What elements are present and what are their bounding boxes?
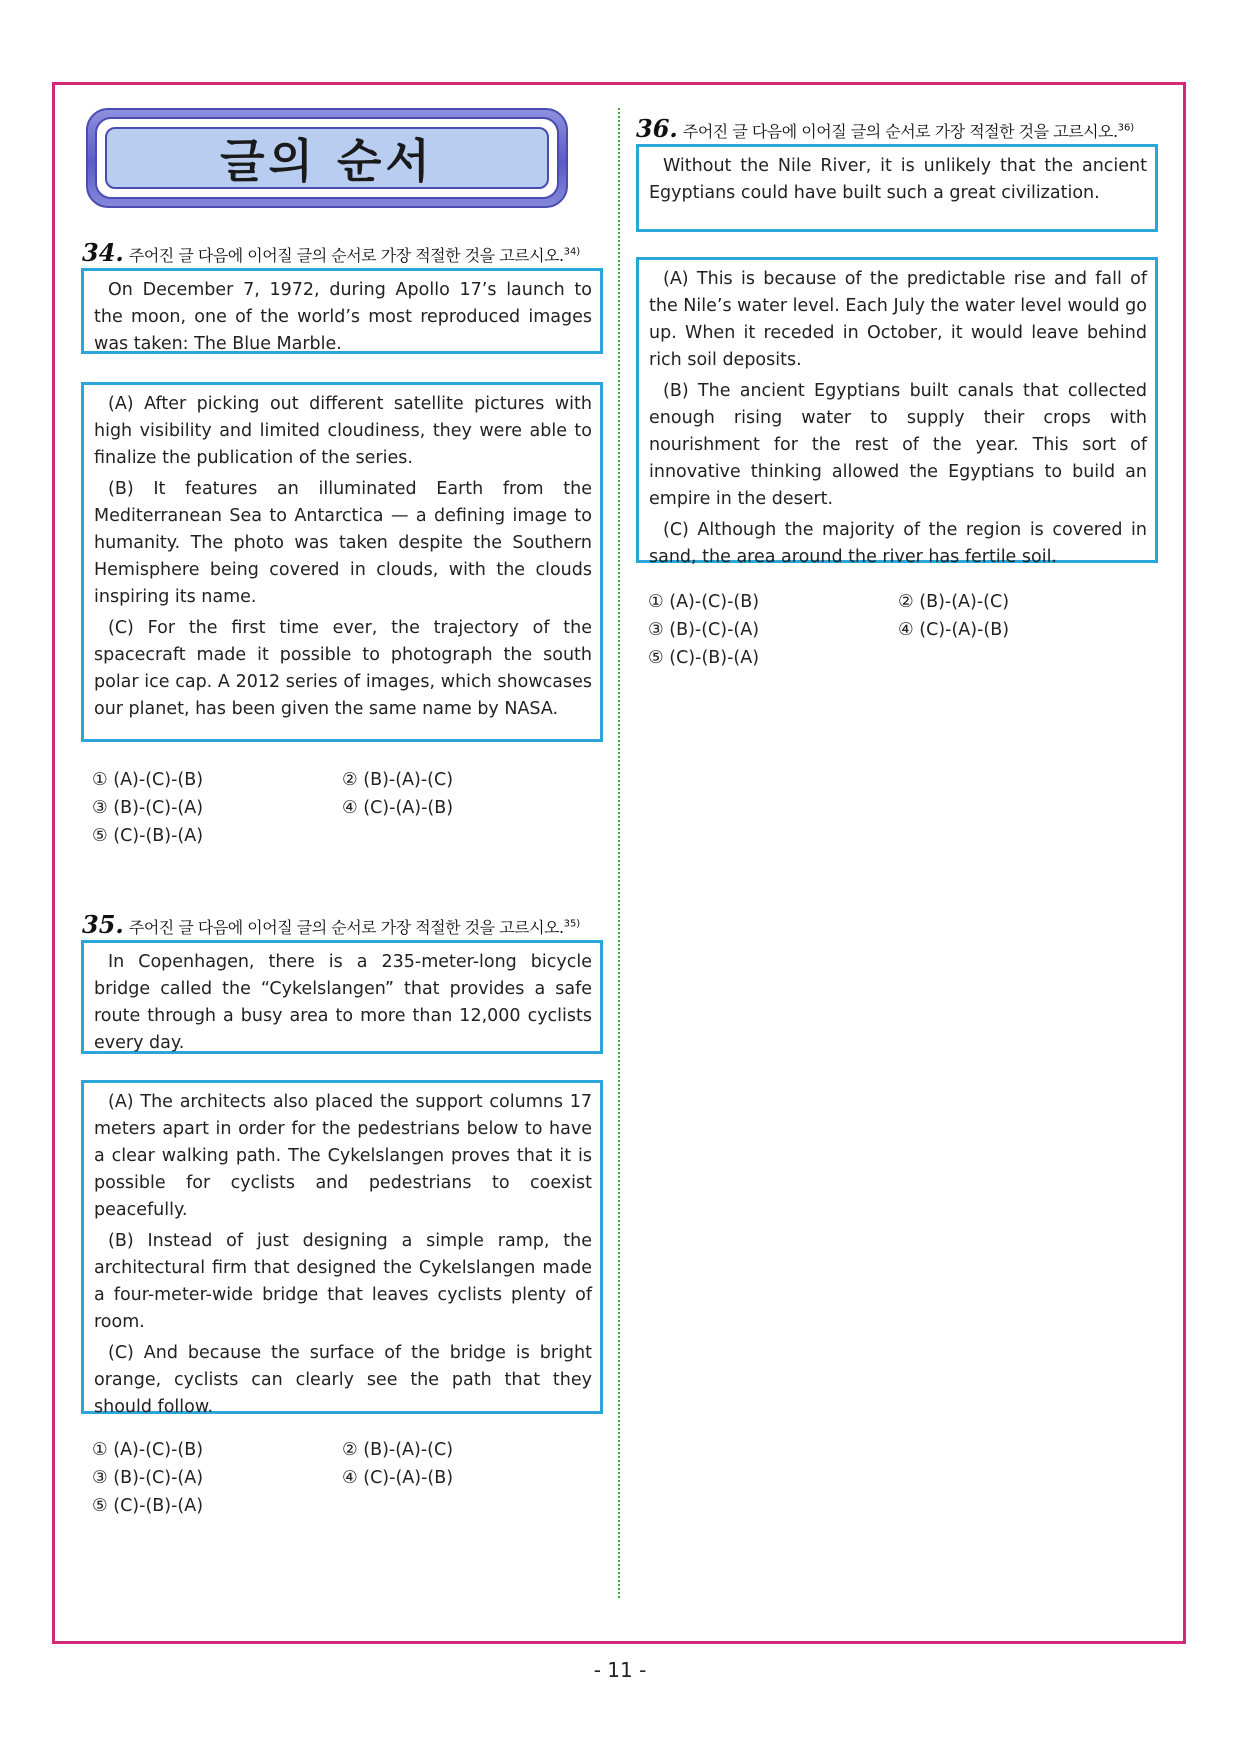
choice-5[interactable]: ⑤ (C)-(B)-(A) [92, 826, 204, 846]
question-34-choices [92, 766, 572, 856]
choice-5[interactable]: ⑤ (C)-(B)-(A) [92, 1496, 204, 1516]
paragraph-a: (A) After picking out different satellite pictures with high visibility and limited cloudiness, they were able to finalize the publication of the series. [94, 394, 592, 468]
intro-text: Without the Nile River, it is unlikely that the ancient Egyptians could have built such a great civilization. [649, 156, 1147, 203]
choice-4[interactable]: ④ (C)-(A)-(B) [342, 1468, 454, 1488]
question-36-header: 36. 주어진 글 다음에 이어질 글의 순서로 가장 적절한 것을 고르시오.$^{36)}$ [636, 114, 1135, 143]
question-35-paragraphs-box [81, 1080, 603, 1417]
footnote-ref: 36) [1117, 122, 1135, 134]
paragraph-b: (B) It features an illuminated Earth from the Mediterranean Sea to Antarctica — a defining image to humanity. The photo was taken despite the Southern Hemisphere being covered in clouds, with the clouds inspiring its name. [94, 479, 592, 607]
footnote-ref: 35) [563, 918, 581, 930]
choice-2[interactable]: ② (B)-(A)-(C) [898, 592, 1010, 612]
question-34-paragraphs-box [81, 382, 603, 742]
choice-3[interactable]: ③ (B)-(C)-(A) [92, 1468, 204, 1488]
paragraph-c: (C) For the first time ever, the trajectory of the spacecraft made it possible to photograph the south polar ice cap. A 2012 series of images, which showcases our planet, has been given the same name by NASA. [94, 618, 592, 719]
footnote-ref: 34) [563, 246, 581, 258]
question-number: 34 [82, 238, 116, 267]
question-34-header: 34. 주어진 글 다음에 이어질 글의 순서로 가장 적절한 것을 고르시오.$^{34)}$ [82, 238, 581, 267]
choice-1[interactable]: ① (A)-(C)-(B) [648, 592, 760, 612]
paragraph-a: (A) The architects also placed the support columns 17 meters apart in order for the pedestrians below to have a clear walking path. The Cykelslangen proves that it is possible for cyclists and pedestrians to coexist peacefully. [94, 1092, 592, 1220]
question-35-intro-box [81, 940, 603, 1054]
choice-2[interactable]: ② (B)-(A)-(C) [342, 770, 454, 790]
section-title: 글의 순서 [220, 134, 434, 188]
intro-text: On December 7, 1972, during Apollo 17’s launch to the moon, one of the world’s most reproduced images was taken: The Blue Marble. [94, 280, 592, 354]
question-34-intro-box [81, 268, 603, 354]
choice-2[interactable]: ② (B)-(A)-(C) [342, 1440, 454, 1460]
question-prompt: 주어진 글 다음에 이어질 글의 순서로 가장 적절한 것을 고르시오. [128, 918, 564, 937]
question-36-paragraphs-box [636, 257, 1158, 567]
choice-5[interactable]: ⑤ (C)-(B)-(A) [648, 648, 760, 668]
section-title-banner [86, 108, 568, 208]
choice-3[interactable]: ③ (B)-(C)-(A) [92, 798, 204, 818]
choice-4[interactable]: ④ (C)-(A)-(B) [898, 620, 1010, 640]
paragraph-b: (B) The ancient Egyptians built canals that collected enough rising water to supply their crops with nourishment for the rest of the year. This sort of innovative thinking allowed the Egyptians to build an empire in the desert. [649, 381, 1147, 509]
question-prompt: 주어진 글 다음에 이어질 글의 순서로 가장 적절한 것을 고르시오. [682, 122, 1118, 141]
column-divider [618, 108, 620, 1598]
question-35-choices [92, 1436, 572, 1526]
choice-1[interactable]: ① (A)-(C)-(B) [92, 1440, 204, 1460]
question-36-choices [648, 588, 1128, 678]
paragraph-a: (A) This is because of the predictable rise and fall of the Nile’s water level. Each July the water level would go up. When it receded in October, it would leave behind rich soil deposits. [649, 269, 1147, 370]
choice-4[interactable]: ④ (C)-(A)-(B) [342, 798, 454, 818]
page-number: - 11 - [593, 1658, 647, 1682]
question-number: 36 [636, 114, 670, 143]
question-number: 35 [82, 910, 116, 939]
question-35-header: 35. 주어진 글 다음에 이어질 글의 순서로 가장 적절한 것을 고르시오.$^{35)}$ [82, 910, 581, 939]
paragraph-c: (C) And because the surface of the bridge is bright orange, cyclists can clearly see the path that they should follow. [94, 1343, 592, 1417]
intro-text: In Copenhagen, there is a 235-meter-long bicycle bridge called the “Cykelslangen” that provides a safe route through a busy area to more than 12,000 cyclists every day. [94, 952, 592, 1053]
paragraph-b: (B) Instead of just designing a simple ramp, the architectural firm that designed the Cykelslangen made a four-meter-wide bridge that leaves cyclists plenty of room. [94, 1231, 592, 1332]
choice-1[interactable]: ① (A)-(C)-(B) [92, 770, 204, 790]
paragraph-c: (C) Although the majority of the region is covered in sand, the area around the river has fertile soil. [649, 520, 1147, 567]
choice-3[interactable]: ③ (B)-(C)-(A) [648, 620, 760, 640]
question-prompt: 주어진 글 다음에 이어질 글의 순서로 가장 적절한 것을 고르시오. [128, 246, 564, 265]
question-36-intro-box [636, 144, 1158, 232]
